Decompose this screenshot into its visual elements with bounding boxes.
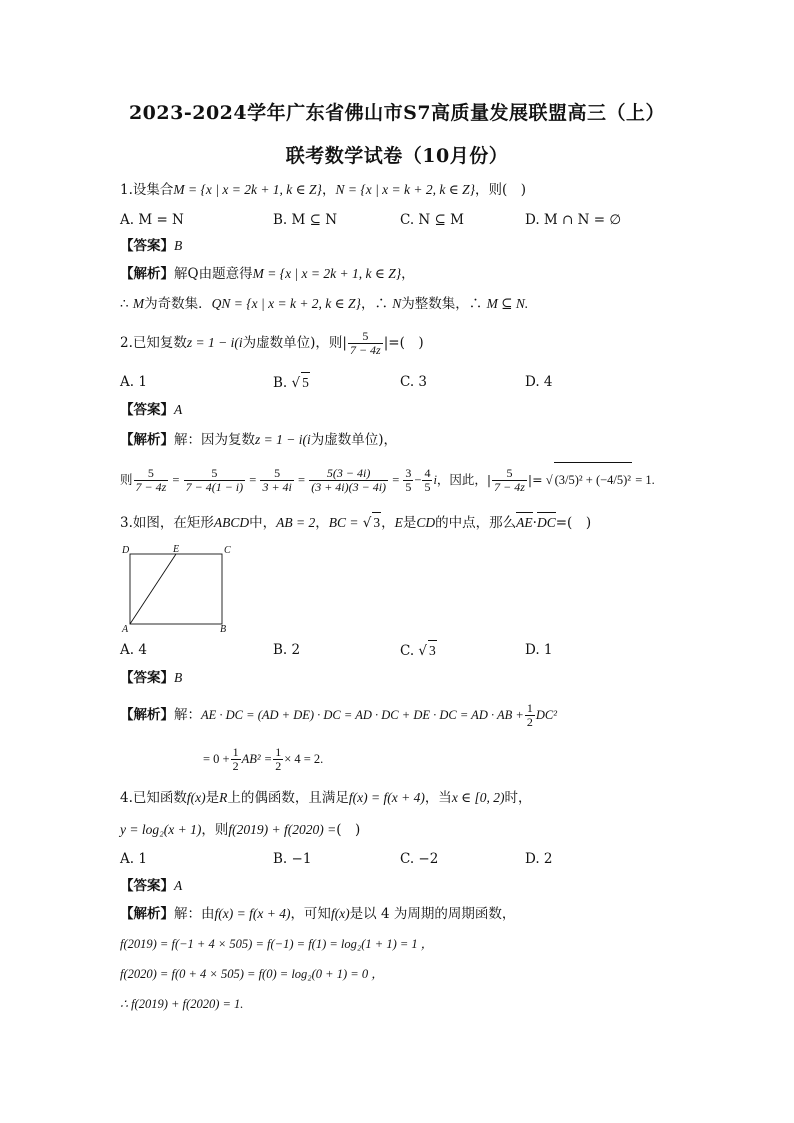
q4-answer: 【答案】A — [120, 878, 183, 894]
q1-option-d: D. M ∩ N = ∅ — [525, 212, 622, 228]
label-a: A — [122, 624, 129, 634]
q2-solution-line-2: 则 $\frac{5}{7 - 4z}$ = $\frac{5}{7 - 4(1 - i)}$ = $\frac{5}{3 + 4i}$ = $\frac{5(3 - 4i)}{(3 + 4i)(3 - 4i)}$ = $\frac{3}{5}$ − $\frac{4}{5}$ i，因此，| $\frac{5}{7 - 4z}$ |= √ (3/5)² + (−4/5)² = 1. — [120, 462, 655, 497]
rectangle-figure — [118, 542, 238, 634]
q2-option-c: C. 3 — [400, 374, 428, 390]
q1-stem: 1.设集合M = {x | x = 2k + 1, k ∈ Z}，N = {x | x = k + 2, k ∈ Z}，则( ) — [120, 182, 527, 198]
q1-option-c: C. N ⊆ M — [400, 212, 464, 228]
q1-answer: 【答案】B — [120, 238, 183, 254]
q4-option-b: B. −1 — [273, 851, 312, 867]
rectangle-abcd — [130, 554, 222, 624]
q1-solution-line-1: 【解析】解Q由题意得M = {x | x = 2k + 1, k ∈ Z}， — [120, 266, 415, 282]
q2-option-a: A. 1 — [120, 374, 147, 390]
q3-solution-line-1: 【解析】解：AE · DC = (AD + DE) · DC = AD · DC + DE · DC = AD · AB + $\frac{1}{2}$ DC² — [120, 701, 557, 729]
q4-solution-line-1: 【解析】解：由f(x) = f(x + 4)，可知f(x)是以 4 为周期的周期函数， — [120, 906, 516, 922]
label-c: C — [224, 545, 231, 556]
q3-option-d: D. 1 — [525, 642, 553, 658]
q2-option-b: B. √ 5 — [273, 372, 310, 393]
q2-stem: 2.已知复数z = 1 − i(i为虚数单位)，则| $\frac{5}{7 - 4z}$ |=( ) — [120, 329, 424, 357]
q3-option-a: A. 4 — [120, 642, 147, 658]
q4-stem-line-2: y = log₂(x + 1)，则f(2019) + f(2020) =( ) — [120, 822, 361, 838]
q3-option-c: C. √ 3 — [400, 640, 437, 661]
title-line-2: 联考数学试卷（10月份） — [285, 145, 509, 167]
q2-solution-line-1: 【解析】解：因为复数z = 1 − i(i为虚数单位)， — [120, 432, 398, 448]
q2-answer: 【答案】A — [120, 402, 183, 418]
label-b: B — [220, 624, 227, 634]
q3-option-b: B. 2 — [273, 642, 301, 658]
label-d: D — [122, 545, 130, 556]
q4-option-a: A. 1 — [120, 851, 147, 867]
q4-solution-line-3: f(2020) = f(0 + 4 × 505) = f(0) = log₂(0 + 1) = 0 ， — [120, 967, 384, 981]
q1-option-b: B. M ⊆ N — [273, 212, 338, 228]
q4-solution-line-4: ∴ f(2019) + f(2020) = 1. — [120, 997, 244, 1011]
label-e: E — [173, 544, 180, 555]
q4-stem-line-1: 4.已知函数f(x)是R上的偶函数，且满足f(x) = f(x + 4)，当x ∈ [0, 2)时， — [120, 790, 532, 806]
q2-option-d: D. 4 — [525, 374, 553, 390]
q4-solution-line-2: f(2019) = f(−1 + 4 × 505) = f(−1) = f(1) = log₂(1 + 1) = 1 ， — [120, 937, 434, 951]
q3-answer: 【答案】B — [120, 670, 183, 686]
q3-stem: 3.如图，在矩形ABCD中，AB = 2，BC = √ 3，E是CD的中点，那么AE·DC=( ) — [120, 512, 591, 533]
q2-stem-fraction: $\frac{5}{7 - 4z}$ — [349, 329, 381, 357]
q3-solution-line-2: = 0 + $\frac{1}{2}$ AB² = $\frac{1}{2}$ × 4 = 2. — [203, 745, 324, 773]
q4-option-c: C. −2 — [400, 851, 439, 867]
q4-option-d: D. 2 — [525, 851, 553, 867]
segment-ae — [130, 554, 176, 624]
q1-option-a: A. M = N — [120, 212, 184, 228]
q1-solution-line-2: ∴ M为奇数集．QN = {x | x = k + 2, k ∈ Z}，∴ N为整数集，∴ M ⊆ N. — [120, 296, 529, 312]
title-line-1: 2023-2024学年广东省佛山市S7高质量发展联盟高三（上） — [128, 102, 666, 124]
